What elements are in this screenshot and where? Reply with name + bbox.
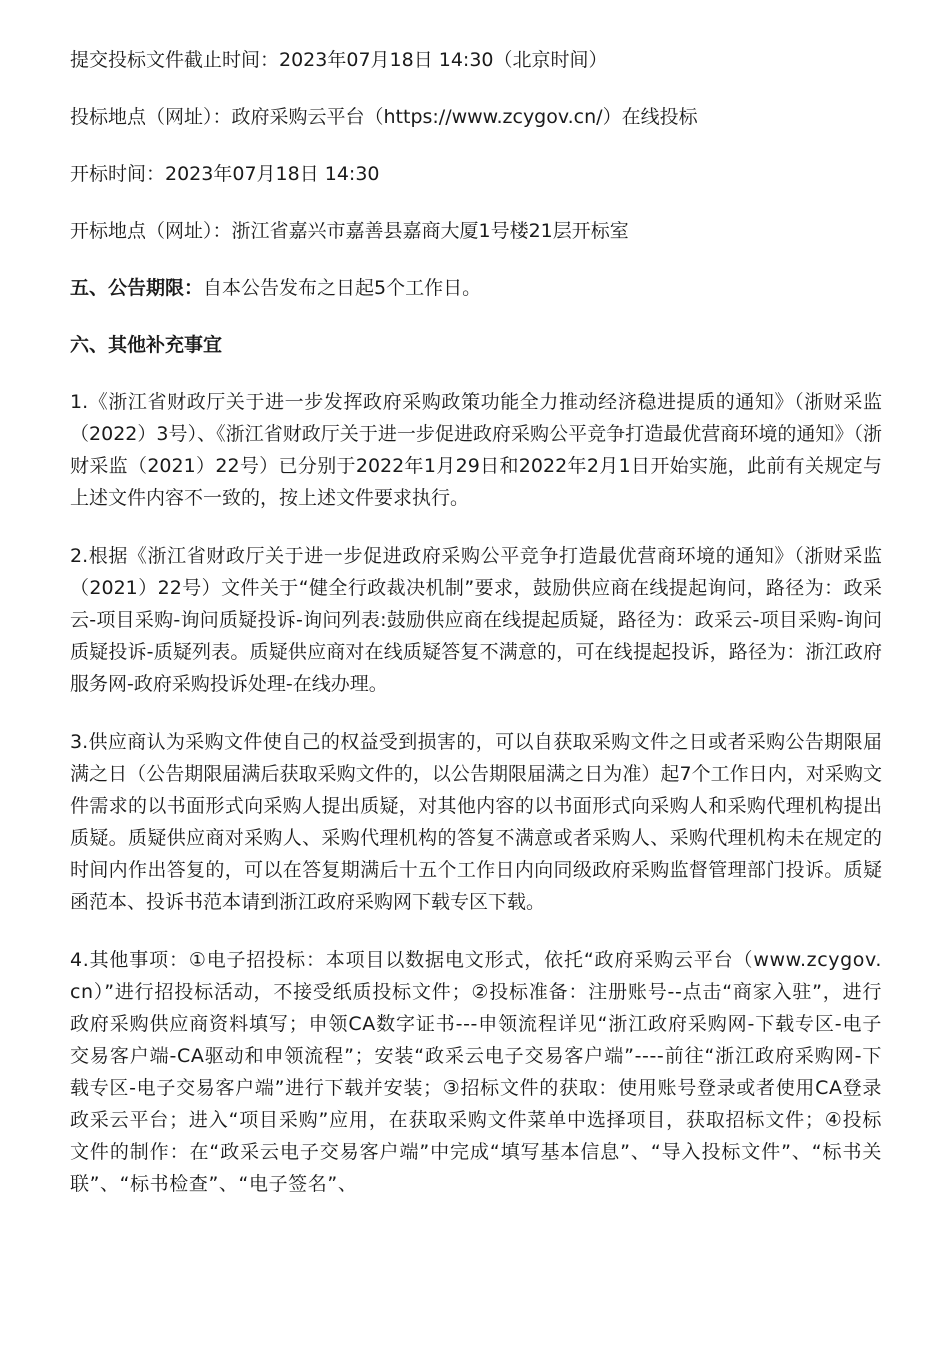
bid-location: 投标地点（网址）：政府采购云平台（https://www.zcygov.cn/）在线投标 <box>70 106 698 128</box>
document-page <box>70 44 882 1226</box>
notice-period <box>70 272 882 304</box>
opening-time: 开标时间：2023年07月18日 14:30 <box>70 163 380 185</box>
bid-deadline: 提交投标文件截止时间：2023年07月18日 14:30（北京时间） <box>70 49 608 71</box>
paragraph-2: 2.根据《浙江省财政厅关于进一步促进政府采购公平竞争打造最优营商环境的通知》（浙财采监（2021）22号）文件关于“健全行政裁决机制”要求，鼓励供应商在线提起询问，路径为：政采云-项目采购-询问质疑投诉-询问列表:鼓励供应商在线提起质疑，路径为：政采云-项目采购-询问质疑投诉-质疑列表。质疑供应商对在线质疑答复不满意的，可在线提起投诉，路径为：浙江政府服务网-政府采购投诉处理-在线办理。 <box>70 545 882 695</box>
paragraph-3: 3.供应商认为采购文件使自己的权益受到损害的，可以自获取采购文件之日或者采购公告期限届满之日（公告期限届满后获取采购文件的，以公告期限届满之日为准）起7个工作日内，对采购文件需求的以书面形式向采购人提出质疑，对其他内容的以书面形式向采购人和采购代理机构提出质疑。质疑供应商对采购人、采购代理机构的答复不满意或者采购人、采购代理机构未在规定的时间内作出答复的，可以在答复期满后十五个工作日内向同级政府采购监督管理部门投诉。质疑函范本、投诉书范本请到浙江政府采购网下载专区下载。 <box>70 731 882 913</box>
paragraph-1: 1.《浙江省财政厅关于进一步发挥政府采购政策功能全力推动经济稳进提质的通知》（浙财采监（2022）3号）、《浙江省财政厅关于进一步促进政府采购公平竞争打造最优营商环境的通知》（浙财采监（2021）22号）已分别于2022年1月29日和2022年2月1日开始实施，此前有关规定与上述文件内容不一致的，按上述文件要求执行。 <box>70 391 882 509</box>
section-heading-other-matters: 六、其他补充事宜 <box>70 334 223 356</box>
opening-location: 开标地点（网址）：浙江省嘉兴市嘉善县嘉商大厦1号楼21层开标室 <box>70 220 629 242</box>
notice-period-label: 五、公告期限： <box>70 277 204 299</box>
paragraph-4: 4.其他事项：①电子招投标：本项目以数据电文形式，依托“政府采购云平台（www.zcygov.cn）”进行招投标活动，不接受纸质投标文件；②投标准备：注册账号--点击“商家入驻”，进行政府采购供应商资料填写；申领CA数字证书---申领流程详见“浙江政府采购网-下载专区-电子交易客户端-CA驱动和申领流程”；安装“政采云电子交易客户端”----前往“浙江政府采购网-下载专区-电子交易客户端”进行下载并安装；③招标文件的获取：使用账号登录或者使用CA登录政采云平台；进入“项目采购”应用，在获取采购文件菜单中选择项目，获取招标文件；④投标文件的制作：在“政采云电子交易客户端”中完成“填写基本信息”、“导入投标文件”、“标书关联”、“标书检查”、“电子签名”、 <box>70 949 882 1195</box>
notice-period-text: 自本公告发布之日起5个工作日。 <box>203 277 482 299</box>
